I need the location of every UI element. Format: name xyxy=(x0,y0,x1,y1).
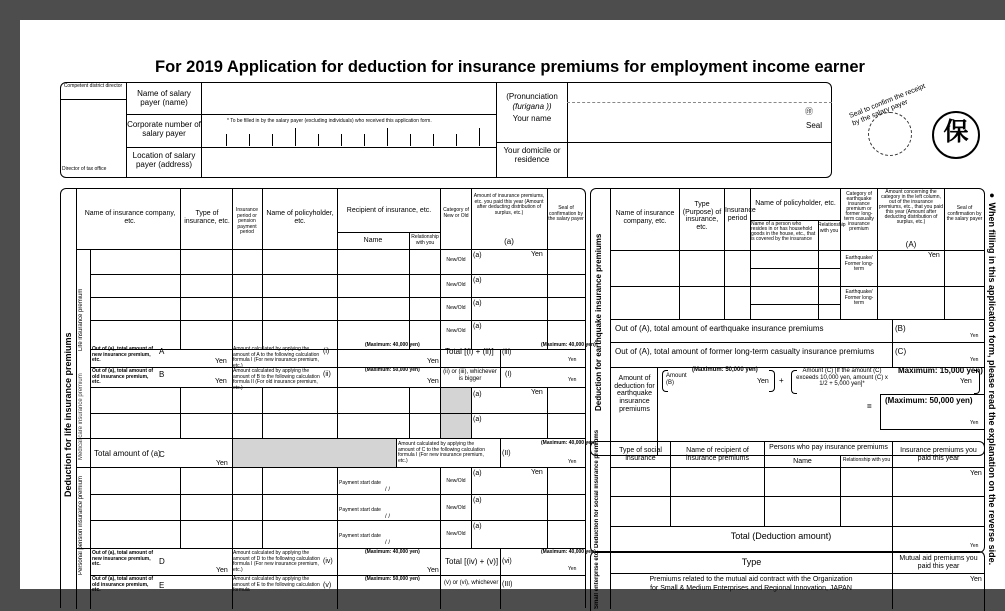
d-yen: Yen xyxy=(216,567,228,574)
ii-cap-max: (Maximum: 40,000 yen) xyxy=(541,440,596,446)
corporate-digit-divider xyxy=(410,134,411,146)
side-note: ● When filling in this application form, please read the explanation on the reverse side. xyxy=(987,190,997,566)
enterprise-type: Type xyxy=(741,557,762,567)
life-row-new-old: New/Old xyxy=(446,328,466,334)
d-calc-text: Amount calculated by applying the amount of D to the following calculation formula I (For new insurance premium, etc.) xyxy=(233,550,320,573)
eq-bracket-left xyxy=(662,370,668,392)
pension-yen: Yen xyxy=(531,469,543,476)
col-amount: Amount of insurance premiums, etc. you paid this year (Amount after deducting distribution of surplus, etc.) xyxy=(473,193,545,216)
corporate-digit-divider xyxy=(318,134,319,146)
total-c-gray xyxy=(233,439,396,467)
corporate-note: * To be filled in by the salary payer (excluding individuals) who received this application form. xyxy=(227,118,432,124)
eq-total-yen: Yen xyxy=(970,420,979,426)
a-yen: Yen xyxy=(215,358,227,365)
corporate-digit-divider xyxy=(341,134,342,146)
col-policyholder: Name of policyholder, etc. xyxy=(266,210,334,225)
eq-plus: + xyxy=(779,376,784,385)
eq-col-period: Insurance period xyxy=(725,207,756,222)
your-name-label: Your name xyxy=(512,114,552,123)
life-row-yen: Yen xyxy=(531,251,543,258)
corporate-digit-divider xyxy=(387,128,388,146)
pension-date-slashes: / / xyxy=(385,514,391,520)
name-salary-payer-field[interactable] xyxy=(202,83,495,113)
col-name: Name xyxy=(363,237,383,244)
ii-mark: (ii) xyxy=(323,371,331,378)
pension-row-divider xyxy=(90,494,586,495)
enterprise-section-label: Small enterprise etc. xyxy=(594,550,600,609)
c-letter: C xyxy=(159,450,165,459)
medical-yen-1: Yen xyxy=(531,389,543,396)
eq-amount-deduction: Amount of deduction for earthquake insurance premiums xyxy=(614,375,655,413)
e-letter: E xyxy=(159,581,165,590)
eq-row1-category: Earthquake/ Former long-term xyxy=(844,255,874,272)
life-row-new-old: New/Old xyxy=(446,282,466,288)
pension-payment-start: Payment start date xyxy=(339,533,381,539)
col-type: Type of insurance, etc. xyxy=(184,210,230,225)
ii-yen: Yen xyxy=(427,378,439,385)
corporate-digit-divider xyxy=(226,134,227,146)
a-letter: A xyxy=(159,347,165,356)
social-col-paid: Insurance premiums you paid this year xyxy=(900,447,977,462)
eq-col-amount-a: (A) xyxy=(905,240,917,249)
life-row-divider xyxy=(90,320,586,321)
pension-a: (a) xyxy=(473,497,482,504)
pension-payment-start: Payment start date xyxy=(339,507,381,513)
iv-mark: (iv) xyxy=(323,558,333,565)
eq-c-yen-2: Yen xyxy=(960,378,972,385)
d-letter: D xyxy=(159,557,165,566)
social-total-yen: Yen xyxy=(970,543,979,549)
enterprise-premiums-2: for Small & Medium Enterprises and Regional Innovation, JAPAN xyxy=(650,585,852,592)
director-label: Director of tax office xyxy=(62,166,107,172)
pension-date-slashes: / / xyxy=(385,540,391,546)
e-text: Out of (a), total amount of old insurance premium, etc. xyxy=(92,576,154,593)
eq-equals: = xyxy=(867,402,872,411)
ho-character: 保 xyxy=(943,118,969,146)
eq-max-50000-total: (Maximum: 50,000 yen) xyxy=(885,396,973,405)
seal-label: Seal xyxy=(806,121,823,130)
a-new-text: Out of (a), total amount of new insurance premium, etc. xyxy=(92,346,154,363)
pension-a: (a) xyxy=(473,523,482,530)
eq-c-mark: (C) xyxy=(895,347,907,356)
total-i-ii: Total [(i) + (ii)] xyxy=(445,347,494,356)
eq-c-yen: Yen xyxy=(970,357,979,363)
pension-new-old: New/Old xyxy=(446,531,466,537)
d-text: Out of (a), total amount of new insurance premium, etc. xyxy=(92,550,154,567)
i-max: (Maximum: 40,000 yen) xyxy=(365,342,420,348)
corporate-digit-divider xyxy=(272,134,273,146)
furigana-label: (furigana )) xyxy=(512,102,552,111)
competent-district-label: Competent district director xyxy=(63,83,123,89)
enterprise-mutual: Mutual aid premiums you paid this year xyxy=(899,555,978,570)
i-paren: (I) xyxy=(505,371,512,378)
medical-a-2: (a) xyxy=(473,416,482,423)
corporate-digit-divider xyxy=(249,134,250,146)
iii-mark: (iii) xyxy=(502,349,512,356)
iv-max: (Maximum: 40,000 yen) xyxy=(365,549,420,555)
life-insurance-block xyxy=(60,188,586,608)
social-col-relationship: Relationship with you xyxy=(842,457,891,463)
domicile-field[interactable] xyxy=(568,143,831,177)
seal-mark: ㊞ xyxy=(805,107,813,116)
i-mark: (i) xyxy=(323,348,330,355)
eq-col-relationship: Relationship with you xyxy=(818,222,846,234)
your-name-field[interactable] xyxy=(568,104,831,141)
col-seal: Seal of confirmation by the salary payer xyxy=(548,205,584,222)
eq-amount-b: Amount (B) xyxy=(666,373,687,386)
eq-c-formula: Amount (C) [If the amount (C) exceeds 10,000 yen, amount (C) x 1/2 + 5,000 yen]* xyxy=(796,368,888,388)
social-yen: Yen xyxy=(970,470,982,477)
corporate-number-label: Corporate number of salary payer xyxy=(127,120,201,138)
eq-b-mark: (B) xyxy=(895,324,906,333)
pension-row-divider xyxy=(90,520,586,521)
eq-out-former: Out of (A), total amount of former long-term casualty insurance premiums xyxy=(615,347,875,356)
c-yen: Yen xyxy=(216,460,228,467)
i-yen: Yen xyxy=(568,377,577,383)
life-section-label: Deduction for life insurance premiums xyxy=(63,332,73,498)
eq-bracket-right xyxy=(769,370,775,392)
pension-payment-start: Payment start date xyxy=(339,480,381,486)
eq-bracket-right-2 xyxy=(974,370,980,394)
eq-col-type: Type (Purpose) of insurance, etc. xyxy=(682,201,722,232)
ii-cap: (II) xyxy=(502,450,511,457)
life-row-a: (a) xyxy=(473,300,482,307)
corporate-digit-divider xyxy=(456,134,457,146)
pronunciation-label: (Pronunciation xyxy=(506,92,558,101)
eq-row2-category: Earthquake/ Former long-term xyxy=(844,289,874,306)
eq-max-50000-small: (Maximum: 50,000 yen) xyxy=(692,367,758,373)
life-row-a: (a) xyxy=(473,277,482,284)
vi-mark: (vi) xyxy=(502,558,512,565)
iii-max: (Maximum: 40,000 yen) xyxy=(541,342,596,348)
life-row-a: (a) xyxy=(473,323,482,330)
eq-col-company: Name of insurance company, etc. xyxy=(615,210,675,225)
earthquake-section-label: Deduction for earthquake insurance premiums xyxy=(594,233,603,412)
eq-col-seal: Seal of confirmation by the salary payer xyxy=(946,205,983,222)
total-c-text: Total amount of (a) xyxy=(94,449,161,458)
social-col-type: Type of social insurance xyxy=(619,447,662,462)
total-iv-v: Total [(iv) + (v)] xyxy=(445,557,499,566)
ii-calc-text: Amount calculated by applying the amount of B to the following calculation formula II (For old insurance premium, etc.) xyxy=(233,368,320,391)
life-row-divider xyxy=(90,297,586,298)
v-or-vi-text: (v) or (vi), whichever xyxy=(444,580,499,586)
pension-new-old: New/Old xyxy=(446,505,466,511)
v-max: (Maximum: 50,000 yen) xyxy=(365,576,420,582)
col-relationship: Relationship with you xyxy=(411,234,439,246)
social-col-recipient: Name of recipient of insurance premiums xyxy=(685,447,750,462)
social-total: Total (Deduction amount) xyxy=(730,531,832,541)
eq-row1-yen: Yen xyxy=(928,252,940,259)
b-letter: B xyxy=(159,370,165,379)
location-salary-payer-field[interactable] xyxy=(202,148,495,177)
ii-or-iii-text: (ii) or (iii), whichever is bigger xyxy=(443,369,497,382)
eq-col-resident: Name of a person who resides in or has household goods in the house, etc., that is covered by the insurance xyxy=(751,221,816,242)
medical-a-1: (a) xyxy=(473,391,482,398)
enterprise-premiums: Premiums related to the mutual aid contract with the Organization xyxy=(649,576,853,583)
eq-max-15000: Maximum: 15,000 yen) xyxy=(898,366,983,375)
name-salary-payer-label: Name of salary payer (name) xyxy=(137,89,191,107)
col-amount-a: (a) xyxy=(504,237,514,246)
form-title: For 2019 Application for deduction for insurance premiums for employment income earner xyxy=(155,58,865,76)
life-row-new-old: New/Old xyxy=(446,305,466,311)
eq-out-earthquake: Out of (A), total amount of earthquake insurance premiums xyxy=(615,324,824,333)
e-calc-text: Amount calculated by applying the amount of E to the following calculation formula xyxy=(233,576,320,593)
domicile-label: Your domicile or residence xyxy=(503,146,561,164)
location-salary-payer-label: Location of salary payer (address) xyxy=(132,151,196,169)
col-category: Category of New or Old xyxy=(443,207,469,219)
iii-cap: (III) xyxy=(502,581,513,588)
social-section-label: Deduction for social insurance premiums xyxy=(594,429,600,548)
pension-a: (a) xyxy=(473,470,482,477)
i-yen: Yen xyxy=(427,358,439,365)
eq-b-yen-2: Yen xyxy=(757,378,769,385)
b-old-text: Out of (a), total amount of old insurance premium, etc. xyxy=(92,368,154,385)
corporate-digit-divider xyxy=(364,134,365,146)
life-sub-label: Life insurance premium xyxy=(78,288,84,352)
corporate-digit-divider xyxy=(479,128,480,146)
life-row-a: (a) xyxy=(473,252,482,259)
col-recipient: Recipient of insurance, etc. xyxy=(346,207,432,214)
col-period: Insurance period or pension payment period xyxy=(236,207,258,235)
eq-col-category: Category of earthquake insurance premium or former long-term casualty insurance premium xyxy=(844,191,874,232)
b-yen: Yen xyxy=(215,378,227,385)
col-company: Name of insurance company, etc. xyxy=(84,210,176,225)
pension-sub-label: Personal pension insurance premium xyxy=(78,475,84,575)
enterprise-yen: Yen xyxy=(970,576,982,583)
social-col-persons: Persons who pay insurance premiums xyxy=(769,444,888,451)
pension-date-slashes: / / xyxy=(385,487,391,493)
iii-yen: Yen xyxy=(568,357,577,363)
eq-col-policyholder: Name of policyholder, etc. xyxy=(755,200,836,207)
medical-sub-label: Medical care insurance premium xyxy=(78,373,84,460)
i-calc-text: Amount calculated by applying the amount of A to the following calculation formula I (For new insurance premium, etc.) xyxy=(233,346,320,369)
corporate-number-field[interactable] xyxy=(203,128,495,146)
iv-yen: Yen xyxy=(427,567,439,574)
pension-new-old: New/Old xyxy=(446,478,466,484)
social-col-name: Name xyxy=(793,458,812,465)
v-mark: (v) xyxy=(323,582,332,589)
life-row-new-old: New/Old xyxy=(446,257,466,263)
ii-max: (Maximum: 50,000 yen) xyxy=(365,367,420,373)
application-form xyxy=(20,20,1005,609)
life-row-divider xyxy=(90,274,586,275)
eq-col-amount: Amount concerning the category in the left column, out of the insurance premiums, etc., that you paid this year (Amount after deducting distribution of surplus, etc.) xyxy=(878,189,944,225)
eq-b-yen: Yen xyxy=(970,333,979,339)
corporate-digit-divider xyxy=(433,134,434,146)
vi-yen: Yen xyxy=(568,566,577,572)
ii-cap-yen: Yen xyxy=(568,459,577,465)
vi-max: (Maximum: 40,000 yen) xyxy=(541,549,596,555)
corporate-digit-divider xyxy=(295,128,296,146)
seal-confirm-label: Seal to confirm the receipt by the salary payer xyxy=(848,82,927,128)
c-calc-text: Amount calculated by applying the amount of C to the following calculation formula I (For new insurance premium, etc.) xyxy=(398,441,485,464)
